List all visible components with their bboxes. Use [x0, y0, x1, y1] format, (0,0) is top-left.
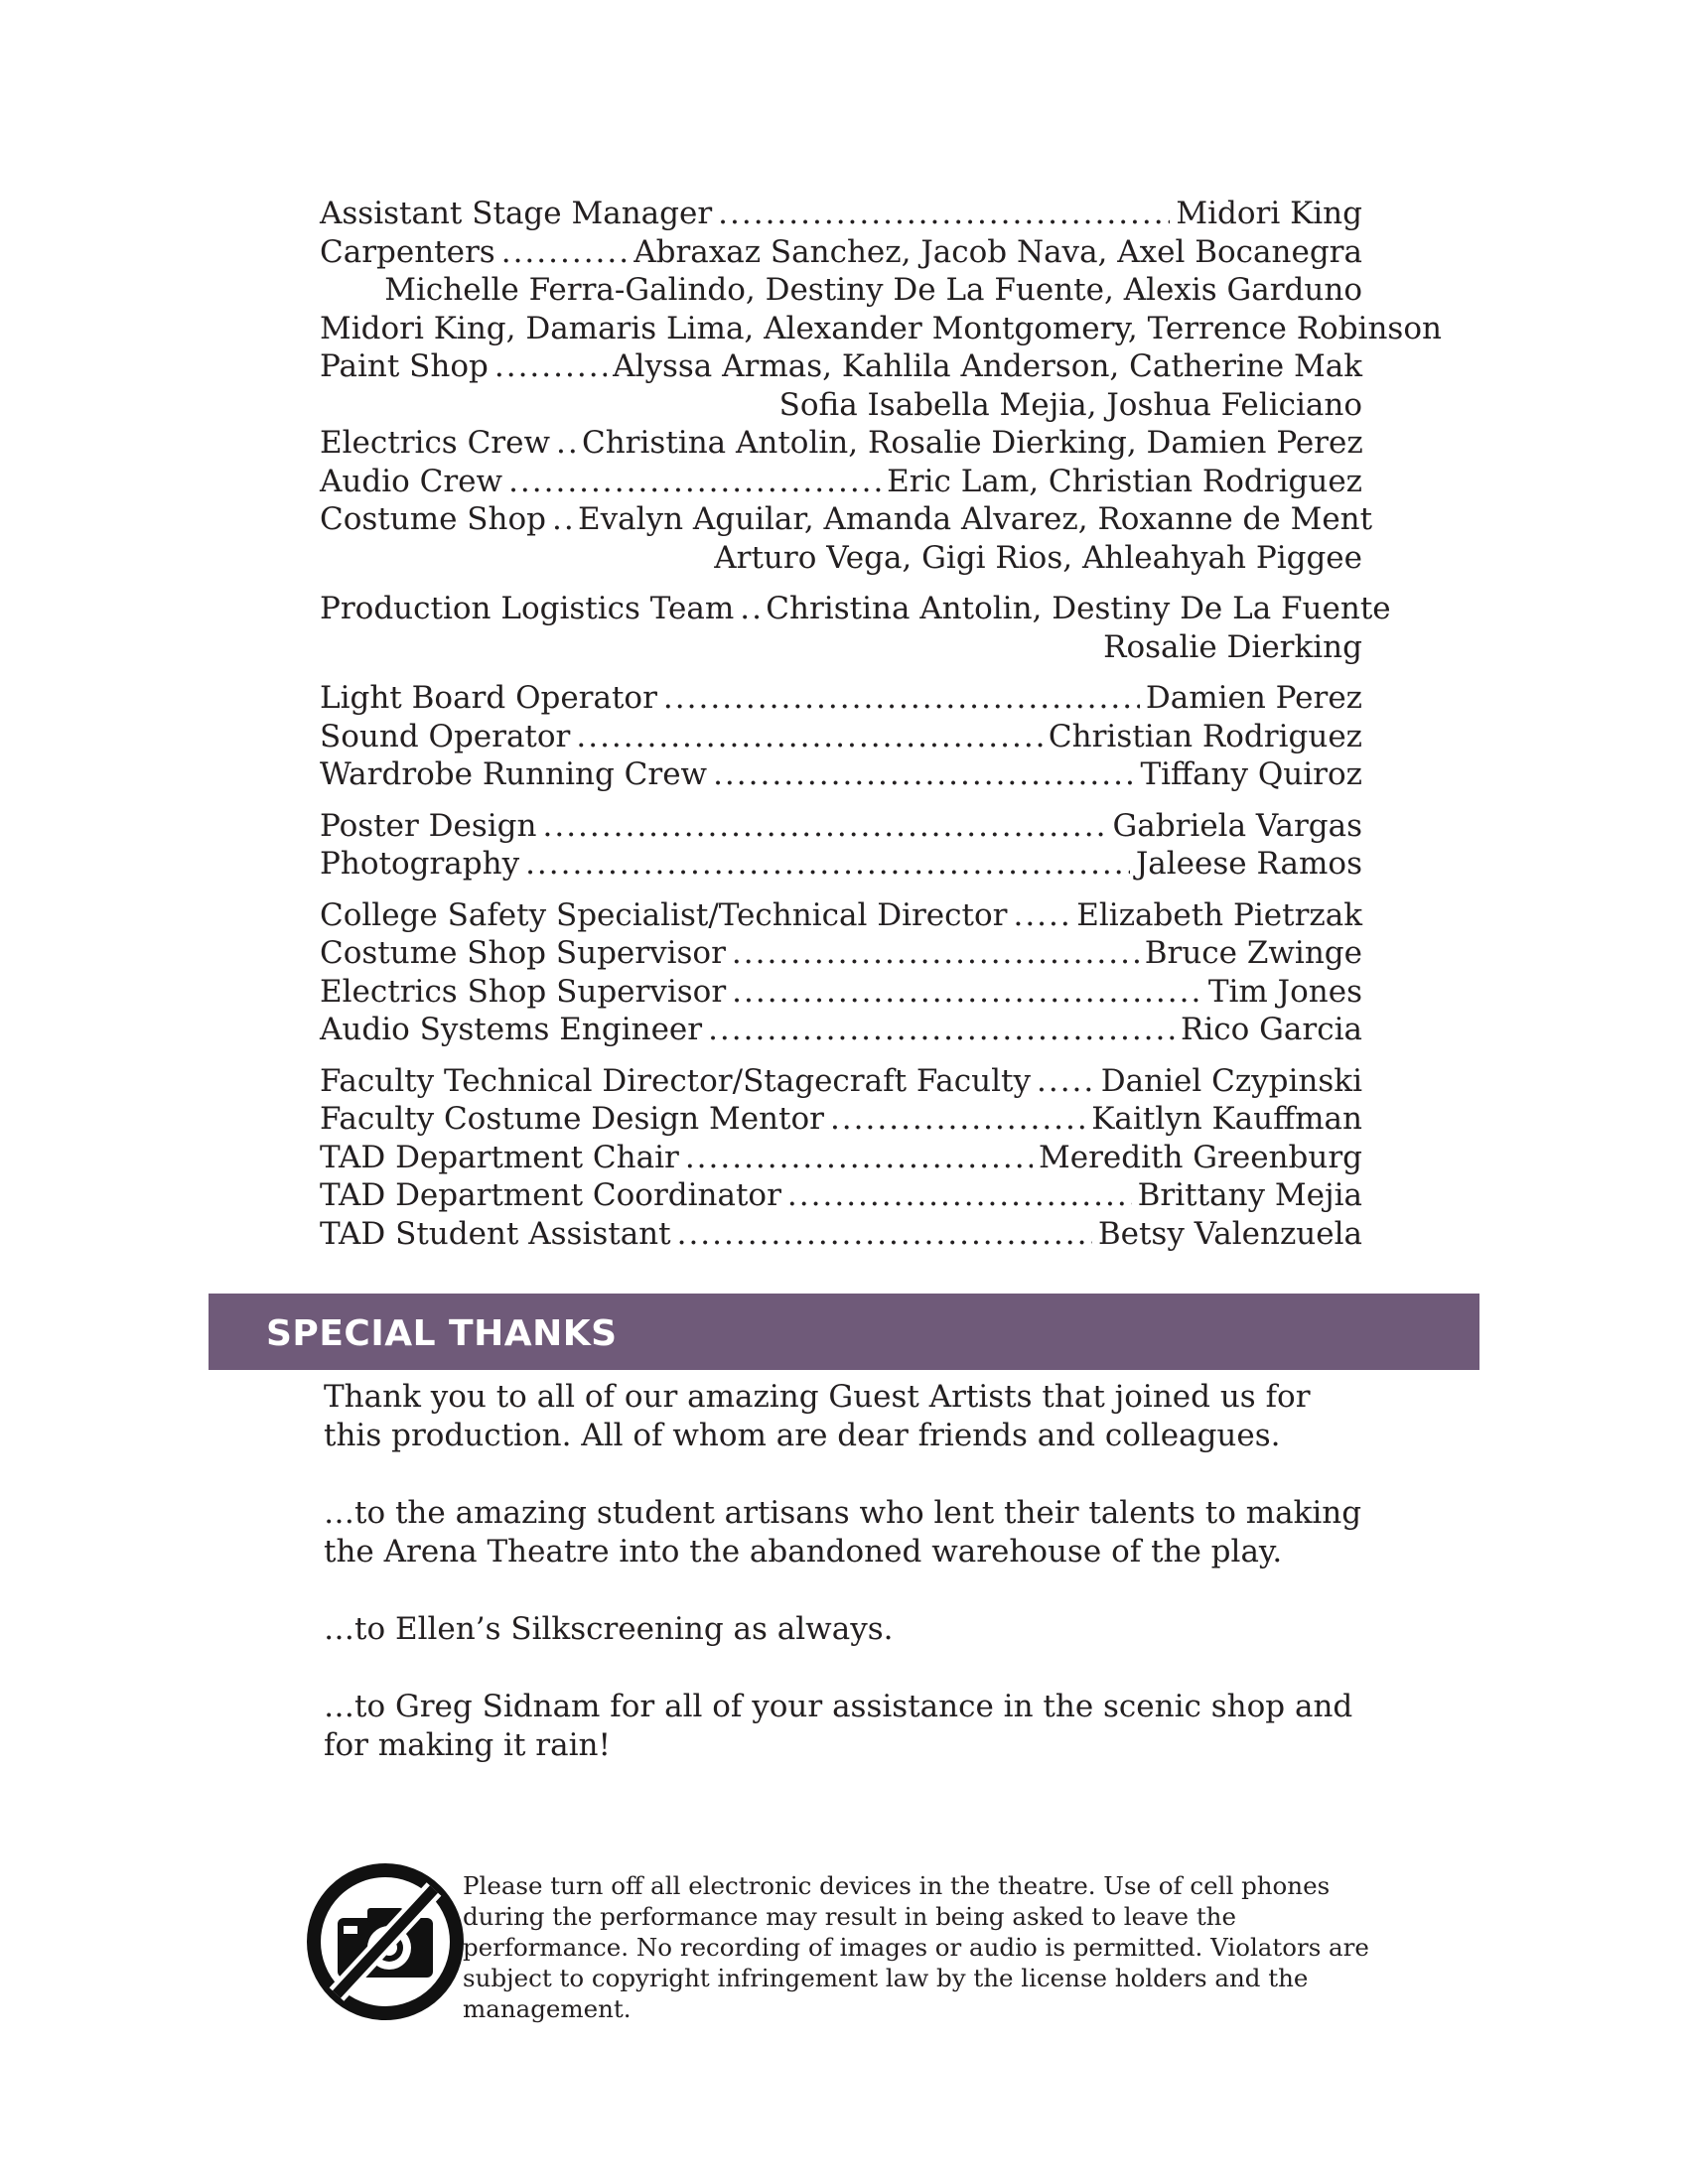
- credit-names-continued: Rosalie Dierking: [1103, 628, 1362, 665]
- credit-role: Audio Systems Engineer: [320, 1012, 703, 1047]
- dot-leader: [494, 347, 607, 386]
- credits-group: [320, 1062, 1362, 1254]
- credit-row: [320, 807, 1362, 846]
- credit-names: Evalyn Aguilar, Amanda Alvarez, Roxanne de Ment: [578, 501, 1373, 537]
- credit-row: [320, 1011, 1362, 1049]
- credit-names: Tim Jones: [1207, 973, 1362, 1010]
- credit-role: Costume Shop: [320, 501, 547, 537]
- credit-names-continued: Arturo Vega, Gigi Rios, Ahleahyah Piggee: [714, 539, 1362, 576]
- credits-group: [320, 679, 1362, 794]
- dot-leader: [576, 718, 1043, 756]
- credits-group: [320, 195, 1442, 577]
- credit-names: Christina Antolin, Rosalie Dierking, Damien Perez: [582, 425, 1363, 461]
- credit-role: Audio Crew: [320, 463, 503, 499]
- credit-row: [320, 424, 1362, 463]
- credit-names-continued: Michelle Ferra-Galindo, Destiny De La Fuente, Alexis Garduno: [384, 272, 1362, 308]
- credit-names: Abraxaz Sanchez, Jacob Nava, Axel Bocanegra: [633, 233, 1362, 270]
- dot-leader: [713, 755, 1134, 794]
- credit-row: [320, 1100, 1362, 1139]
- credit-role: Carpenters: [320, 233, 495, 270]
- credit-names: Kaitlyn Kauffman: [1091, 1101, 1362, 1137]
- credit-role: Assistant Stage Manager: [320, 196, 713, 231]
- credit-role: Production Logistics Team: [320, 591, 735, 626]
- no-camera-icon: [304, 1860, 467, 2023]
- credit-names: Gabriela Vargas: [1112, 807, 1362, 844]
- dot-leader: [677, 1215, 1092, 1254]
- credit-names: Meredith Greenburg: [1039, 1139, 1362, 1175]
- credit-row: [320, 755, 1362, 794]
- credit-row: [320, 718, 1362, 756]
- credit-row: [320, 845, 1362, 884]
- credit-names: Midori King: [1176, 196, 1362, 231]
- credit-role: Paint Shop: [320, 348, 489, 384]
- credit-role: Electrics Crew: [320, 425, 550, 461]
- credit-row: [320, 347, 1362, 386]
- dot-leader: [732, 934, 1139, 973]
- thanks-paragraph: Thank you to all of our amazing Guest Artists that joined us for this production. All of whom are dear friends and colleagues.: [324, 1379, 1311, 1453]
- credit-row: [320, 896, 1362, 935]
- dot-leader: [663, 679, 1140, 718]
- credit-names: Eric Lam, Christian Rodriguez: [887, 463, 1362, 499]
- dot-leader: [732, 973, 1202, 1012]
- notice-text: Please turn off all electronic devices in the theatre. Use of cell phones during the performance may result in being asked to leave the performance. No recording of images or audio is permitted. Violators are subject to copyright infringement law by the license holders and the management.: [463, 1871, 1369, 2023]
- credit-role: Faculty Costume Design Mentor: [320, 1101, 824, 1137]
- credit-names: Brittany Mejia: [1137, 1177, 1362, 1213]
- dot-leader: [508, 463, 881, 501]
- dot-leader: [542, 807, 1106, 846]
- credit-names: Elizabeth Pietrzak: [1076, 896, 1362, 933]
- credit-row: [320, 973, 1362, 1012]
- device-notice: [304, 1860, 1396, 2029]
- credit-row: [320, 590, 1391, 628]
- credit-role: TAD Student Assistant: [320, 1215, 671, 1252]
- credit-names: Christina Antolin, Destiny De La Fuente: [766, 591, 1391, 626]
- credit-names: Christian Rodriguez: [1048, 718, 1362, 754]
- credit-names-continued: Midori King, Damaris Lima, Alexander Montgomery, Terrence Robinson: [320, 310, 1442, 346]
- dot-leader: [552, 500, 572, 539]
- credits-list: [320, 195, 1442, 1266]
- dot-leader: [525, 845, 1130, 884]
- dot-leader: [556, 424, 576, 463]
- credit-row: [320, 1139, 1362, 1177]
- credit-row: [320, 1062, 1362, 1101]
- thanks-paragraph: …to Ellen’s Silkscreening as always.: [324, 1611, 894, 1647]
- credit-role: TAD Department Chair: [320, 1139, 679, 1175]
- dot-leader: [708, 1011, 1175, 1049]
- credit-role: College Safety Specialist/Technical Director: [320, 896, 1008, 933]
- credit-names: Tiffany Quiroz: [1140, 756, 1362, 792]
- credits-group: [320, 590, 1391, 666]
- credit-role: Light Board Operator: [320, 680, 657, 716]
- credit-role: Wardrobe Running Crew: [320, 756, 708, 792]
- credit-names: Bruce Zwinge: [1144, 935, 1362, 971]
- dot-leader: [685, 1139, 1033, 1177]
- credit-row: [320, 679, 1362, 718]
- credit-role: TAD Department Coordinator: [320, 1177, 781, 1213]
- credit-row: [320, 463, 1362, 501]
- credit-names-continued: Sofia Isabella Mejia, Joshua Feliciano: [778, 386, 1362, 423]
- credit-role: Sound Operator: [320, 718, 571, 754]
- credit-row: [320, 500, 1373, 539]
- dot-leader: [1013, 896, 1070, 935]
- credit-role: Poster Design: [320, 807, 537, 844]
- special-thanks-banner: [209, 1294, 1479, 1370]
- credit-names: Alyssa Armas, Kahlila Anderson, Catherine Mak: [613, 348, 1362, 384]
- credit-role: Electrics Shop Supervisor: [320, 973, 727, 1010]
- credits-group: [320, 807, 1362, 884]
- credit-row: [320, 1215, 1362, 1254]
- section-heading: SPECIAL THANKS: [266, 1313, 618, 1354]
- credit-role: Photography: [320, 846, 520, 882]
- dot-leader: [1037, 1062, 1095, 1101]
- dot-leader: [501, 233, 629, 272]
- credit-names: Daniel Czypinski: [1100, 1062, 1362, 1099]
- credit-row: [320, 195, 1362, 233]
- dot-leader: [787, 1176, 1132, 1215]
- credit-row: [320, 233, 1362, 272]
- dot-leader: [830, 1100, 1085, 1139]
- credit-names: Damien Perez: [1145, 680, 1362, 716]
- credit-row: [320, 1176, 1362, 1215]
- thanks-paragraph: …to the amazing student artisans who lent their talents to making the Arena Theatre into the abandoned warehouse of the play.: [324, 1495, 1362, 1570]
- credit-role: Faculty Technical Director/Stagecraft Faculty: [320, 1062, 1031, 1099]
- credit-names: Betsy Valenzuela: [1097, 1215, 1362, 1252]
- thanks-paragraph: …to Greg Sidnam for all of your assistance in the scenic shop and for making it rain!: [324, 1689, 1353, 1763]
- credit-names: Jaleese Ramos: [1135, 846, 1362, 882]
- special-thanks-body: [324, 1378, 1376, 1804]
- credit-row: [320, 934, 1362, 973]
- dot-leader: [718, 195, 1170, 233]
- credit-role: Costume Shop Supervisor: [320, 935, 726, 971]
- credits-group: [320, 896, 1362, 1049]
- dot-leader: [740, 590, 760, 628]
- credit-names: Rico Garcia: [1181, 1012, 1362, 1047]
